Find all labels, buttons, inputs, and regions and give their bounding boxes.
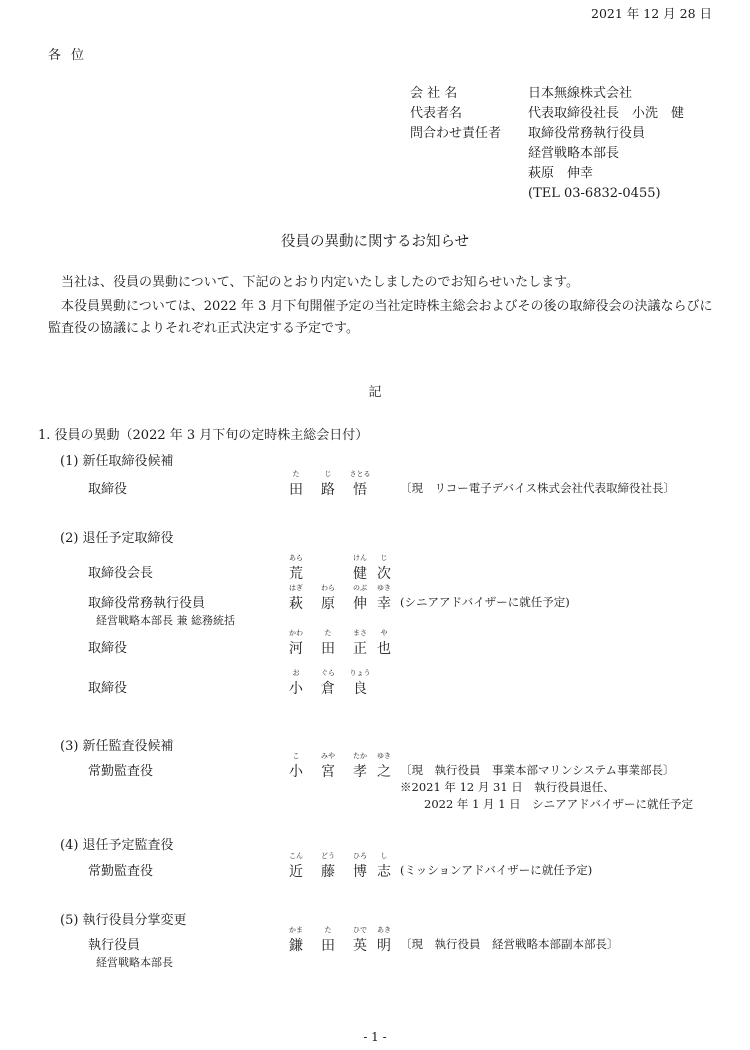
- officer-role: 常勤監査役: [88, 764, 154, 779]
- name-ruby: ゆき: [377, 752, 391, 760]
- officer-role: 常勤監査役: [88, 864, 154, 879]
- recipients: 各位: [48, 48, 95, 63]
- name-ruby: たか: [353, 752, 367, 760]
- ki-marker: 記: [368, 385, 382, 400]
- name-ruby: けん: [353, 554, 367, 562]
- name-char: 鎌: [289, 938, 303, 954]
- name-ruby: みや: [321, 752, 335, 760]
- name-ruby: ひろ: [353, 852, 367, 860]
- name-char: 幸: [377, 596, 391, 612]
- sender-value: (TEL 03-6832-0455): [528, 186, 661, 201]
- sender-value: 日本無線株式会社: [528, 86, 633, 101]
- page-number: - 1 -: [363, 1030, 387, 1044]
- name-char: 倉: [321, 681, 335, 697]
- name-ruby: かま: [289, 926, 303, 934]
- name-ruby: し: [380, 852, 388, 860]
- officer-role: 取締役会長: [88, 566, 154, 581]
- name-ruby: じ: [380, 554, 388, 562]
- sender-label: 会 社 名: [410, 86, 458, 101]
- section-heading: 1. 役員の異動（2022 年 3 月下旬の定時株主総会日付）: [38, 428, 369, 443]
- name-char: 田: [321, 641, 335, 657]
- name-char: 正: [353, 641, 367, 657]
- name-char: 宮: [321, 764, 335, 780]
- sender-value: 取締役常務執行役員: [528, 126, 646, 141]
- document-title: 役員の異動に関するお知らせ: [280, 234, 470, 250]
- name-char: 也: [377, 641, 391, 657]
- name-char: 志: [377, 864, 391, 880]
- officer-role-detail: 経営戦略本部長: [96, 956, 173, 969]
- paragraph-intro: 当社は、役員の異動について、下記のとおり内定いたしましたのでお知らせいたします。: [61, 275, 580, 290]
- name-char: 河: [289, 641, 303, 657]
- name-char: 荒: [289, 566, 303, 582]
- document-date: 2021 年 12 月 28 日: [591, 6, 712, 21]
- name-ruby: た: [292, 470, 300, 478]
- name-char: 藤: [321, 864, 335, 880]
- name-ruby: ぐら: [321, 669, 335, 677]
- name-ruby: まさ: [353, 629, 367, 637]
- name-ruby: や: [380, 629, 388, 637]
- subsection-label: (4) 退任予定監査役: [60, 838, 174, 853]
- name-char: 伸: [353, 596, 367, 612]
- name-ruby: こん: [289, 852, 303, 860]
- name-ruby: じ: [324, 470, 332, 478]
- name-ruby: ゆき: [377, 584, 391, 592]
- officer-note: (シニアアドバイザーに就任予定): [400, 595, 570, 609]
- name-char: 萩: [289, 596, 303, 612]
- officer-note: 2022 年 1 月 1 日 シニアアドバイザーに就任予定: [424, 797, 693, 811]
- name-char: 孝: [353, 764, 367, 780]
- name-char: 明: [377, 938, 391, 954]
- officer-note: 〔現 リコー電子デバイス株式会社代表取締役社長〕: [400, 481, 675, 495]
- subsection-label: (5) 執行役員分掌変更: [60, 913, 187, 928]
- name-ruby: のぶ: [353, 584, 367, 592]
- name-ruby: た: [324, 926, 332, 934]
- name-ruby: ひで: [353, 926, 367, 934]
- officer-note: 〔現 執行役員 経営戦略本部副本部長〕: [400, 937, 619, 951]
- subsection-label: (3) 新任監査役候補: [60, 739, 174, 754]
- subsection-label: (1) 新任取締役候補: [60, 454, 174, 469]
- sender-value: 経営戦略本部長: [528, 146, 620, 161]
- officer-note: ※2021 年 12 月 31 日 執行役員退任、: [400, 780, 615, 794]
- name-char: 良: [353, 681, 367, 697]
- name-char: 路: [321, 482, 335, 498]
- name-ruby: こ: [292, 752, 300, 760]
- subsection-label: (2) 退任予定取締役: [60, 531, 174, 546]
- officer-role: 取締役: [88, 681, 128, 696]
- name-char: 之: [377, 764, 391, 780]
- name-char: 田: [321, 938, 335, 954]
- name-char: 田: [289, 482, 303, 498]
- officer-note: (ミッションアドバイザーに就任予定): [400, 863, 593, 877]
- name-char: 小: [289, 681, 303, 697]
- name-ruby: どう: [321, 852, 335, 860]
- officer-role: 執行役員: [88, 938, 141, 953]
- sender-value: 代表取締役社長 小洗 健: [528, 106, 685, 121]
- name-ruby: あら: [289, 554, 303, 562]
- officer-role-detail: 経営戦略本部長 兼 総務統括: [96, 614, 235, 627]
- sender-label: 問合わせ責任者: [410, 126, 502, 141]
- officer-role: 取締役常務執行役員: [88, 596, 206, 611]
- name-char: 小: [289, 764, 303, 780]
- sender-label: 代表者名: [410, 106, 463, 121]
- name-char: 悟: [353, 482, 367, 498]
- name-char: 博: [353, 864, 367, 880]
- officer-role: 取締役: [88, 641, 128, 656]
- name-char: 英: [353, 938, 367, 954]
- name-char: 原: [321, 596, 335, 612]
- name-ruby: はぎ: [289, 584, 303, 592]
- name-ruby: お: [292, 669, 300, 677]
- name-ruby: わら: [321, 584, 335, 592]
- name-ruby: かわ: [289, 629, 303, 637]
- name-ruby: あき: [377, 926, 391, 934]
- name-char: 健: [353, 566, 367, 582]
- name-ruby: りょう: [349, 669, 371, 677]
- sender-value: 萩原 伸幸: [528, 166, 594, 181]
- name-ruby: さとる: [349, 470, 371, 478]
- name-char: 近: [289, 864, 303, 880]
- name-ruby: た: [324, 629, 332, 637]
- paragraph-details: 本役員異動については、2022 年 3 月下旬開催予定の当社定時株主総会およびその後の取締役会の決議ならびに監査役の協議によりそれぞれ正式決定する予定です。: [48, 299, 713, 336]
- name-char: 次: [377, 566, 391, 582]
- officer-note: 〔現 執行役員 事業本部マリンシステム事業部長〕: [400, 763, 675, 777]
- officer-role: 取締役: [88, 482, 128, 497]
